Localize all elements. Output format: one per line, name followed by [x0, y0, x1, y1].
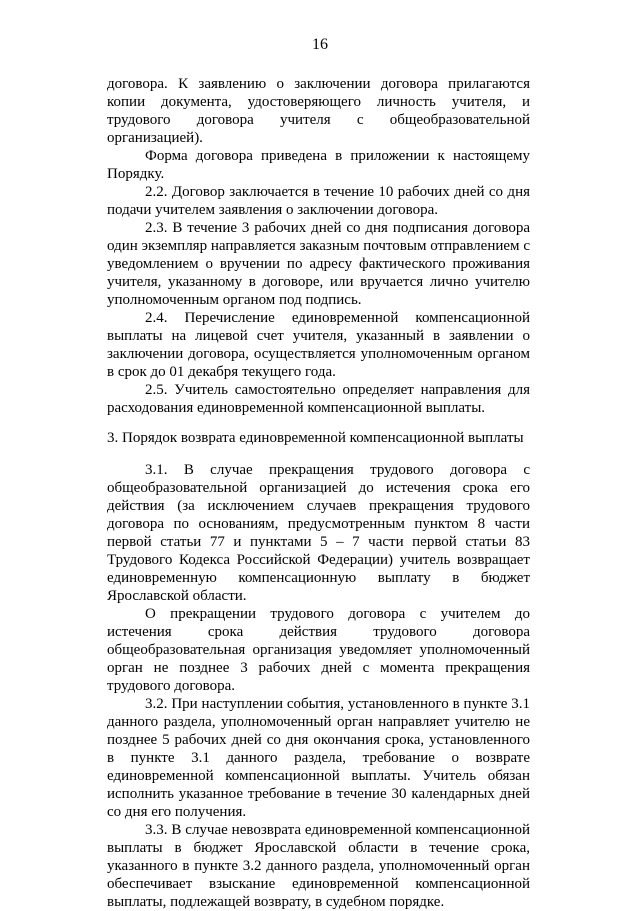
- paragraph-2-4: 2.4. Перечисление единовременной компенсационной выплаты на лицевой счет учителя, указанный в заявлении о заключении договора, осуществляется уполномоченным органом в срок до 01 декабря текущего года.: [107, 310, 530, 380]
- paragraph-3-1: 3.1. В случае прекращения трудового договора с общеобразовательной организацией до истечения срока его действия (за исключением случаев прекращения трудового договора по основаниям, предусмотренным пунктом 8 части первой статьи 77 и пунктами 5 – 7 части первой статьи 83 Трудового Кодекса Российской Федерации) учитель возвращает единовременную компенсационную выплату в бюджет Ярославской области.: [107, 462, 530, 604]
- paragraph-contract-form: Форма договора приведена в приложении к настоящему Порядку.: [107, 148, 530, 182]
- section-3-heading: 3. Порядок возврата единовременной компенсационной выплаты: [107, 430, 524, 446]
- paragraph-2-3: 2.3. В течение 3 рабочих дней со дня подписания договора один экземпляр направляется заказным почтовым отправлением с уведомлением о вручении по адресу фактического проживания учителя, указанному в договоре, или вручается лично учителю уполномоченным органом под подпись.: [107, 220, 530, 308]
- paragraph-3-2: 3.2. При наступлении события, установленного в пункте 3.1 данного раздела, уполномоченный орган направляет учителю не позднее 5 рабочих дней со дня окончания срока, установленного в пункте 3.1 данного раздела, требование о возврате единовременной компенсационной выплаты. Учитель обязан исполнить указанное требование в течение 30 календарных дней со дня его получения.: [107, 696, 530, 820]
- paragraph-continuation: договора. К заявлению о заключении договора прилагаются копии документа, удостоверяющего личность учителя, и трудового договора учителя с общеобразовательной организацией).: [107, 76, 530, 146]
- paragraph-3-3: 3.3. В случае невозврата единовременной компенсационной выплаты в бюджет Ярославской области в течение срока, указанного в пункте 3.2 данного раздела, уполномоченный орган обеспечивает взыскание единовременной компенсационной выплаты, подлежащей возврату, в судебном порядке.: [107, 822, 530, 910]
- page-number: 16: [312, 36, 328, 53]
- document-body: [107, 75, 530, 911]
- paragraph-2-5: 2.5. Учитель самостоятельно определяет направления для расходования единовременной компенсационной выплаты.: [107, 382, 530, 416]
- paragraph-2-2: 2.2. Договор заключается в течение 10 рабочих дней со дня подачи учителем заявления о заключении договора.: [107, 184, 530, 218]
- paragraph-termination-notice: О прекращении трудового договора с учителем до истечения срока действия трудового договора общеобразовательная организация уведомляет уполномоченный орган не позднее 3 рабочих дней с момента прекращения трудового договора.: [107, 606, 530, 694]
